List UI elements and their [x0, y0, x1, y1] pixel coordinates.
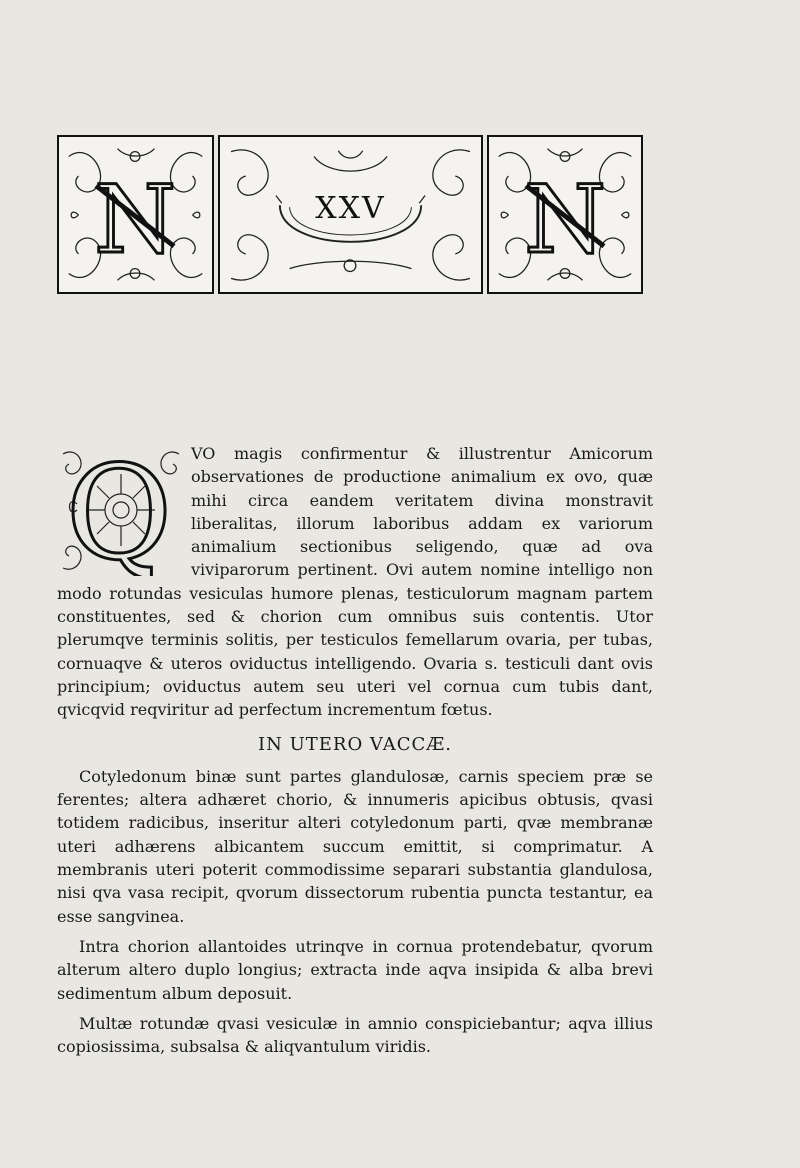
- monogram-panel-right: [487, 135, 643, 294]
- chapter-number: XXV: [315, 191, 386, 226]
- paragraph-chorion: Intra chorion allantoides utrinqve in cornua protendebatur, qvorum alterum altero duplo longius; extracta inde aqva insipida & alba brevi sedimentum album deposuit.: [57, 936, 653, 1003]
- ornamental-header: [57, 135, 643, 294]
- svg-text:Q: Q: [65, 444, 173, 576]
- paragraph-amnion: Multæ rotundæ qvasi vesiculæ in amnio conspiciebantur; aqva illius copiosissima, subsalsa & aliqvantulum viridis.: [57, 1013, 653, 1057]
- svg-text:N: N: [94, 166, 176, 276]
- section-heading: IN UTERO VACCÆ.: [258, 733, 452, 755]
- svg-text:N: N: [524, 166, 606, 276]
- main-text-column: [57, 442, 653, 1058]
- paragraph-cotyledon: Cotyledonum binæ sunt partes glandulosæ, carnis speciem præ se ferentes; altera adhæret chorio, & innumeris apicibus obtusis, qvasi totidem radicibus, inseritur alteri cotyledonum parti, qvæ membranæ uteri adhærens albicantem succum emittit, si comprimatur. A membranis uteri poterit commodissime separari substantia glandulosa, nisi qva vasa recipit, qvorum dissectorum rubentia puncta testantur, ea esse sangvinea.: [57, 766, 653, 926]
- ornamental-initial: [57, 444, 185, 576]
- monogram-panel-left: [57, 135, 214, 294]
- dropcap-ornament-icon: [57, 444, 185, 576]
- intro-paragraph: VO magis confirmentur & illustrentur Amicorum observationes de productione animalium ex ovo, quæ mihi circa eandem veritatem divina monstravit liberalitas, illorum laboribus addam ex variorum animalium sectionibus seligendo, quæ ad ova viviparorum pertinent. Ovi autem nomine intelligo non modo rotundas vesiculas humore plenas, testiculorum magnam partem constituentes, sed & chorion cum omnibus suis contentis. Utor plerumqve terminis solitis, per testiculos femellarum ovaria, per tubas, cornuaqve & uteros oviductus intelligendo. Ovaria s. testiculi dant ovis principium; oviductus autem seu uteri vel cornua cum tubis dant, qvicqvid reqviritur ad perfectum incrementum fœtus.: [57, 444, 653, 720]
- ornament-right-icon: [489, 137, 641, 292]
- ornament-left-icon: [59, 137, 212, 292]
- chapter-title-panel: [218, 135, 483, 294]
